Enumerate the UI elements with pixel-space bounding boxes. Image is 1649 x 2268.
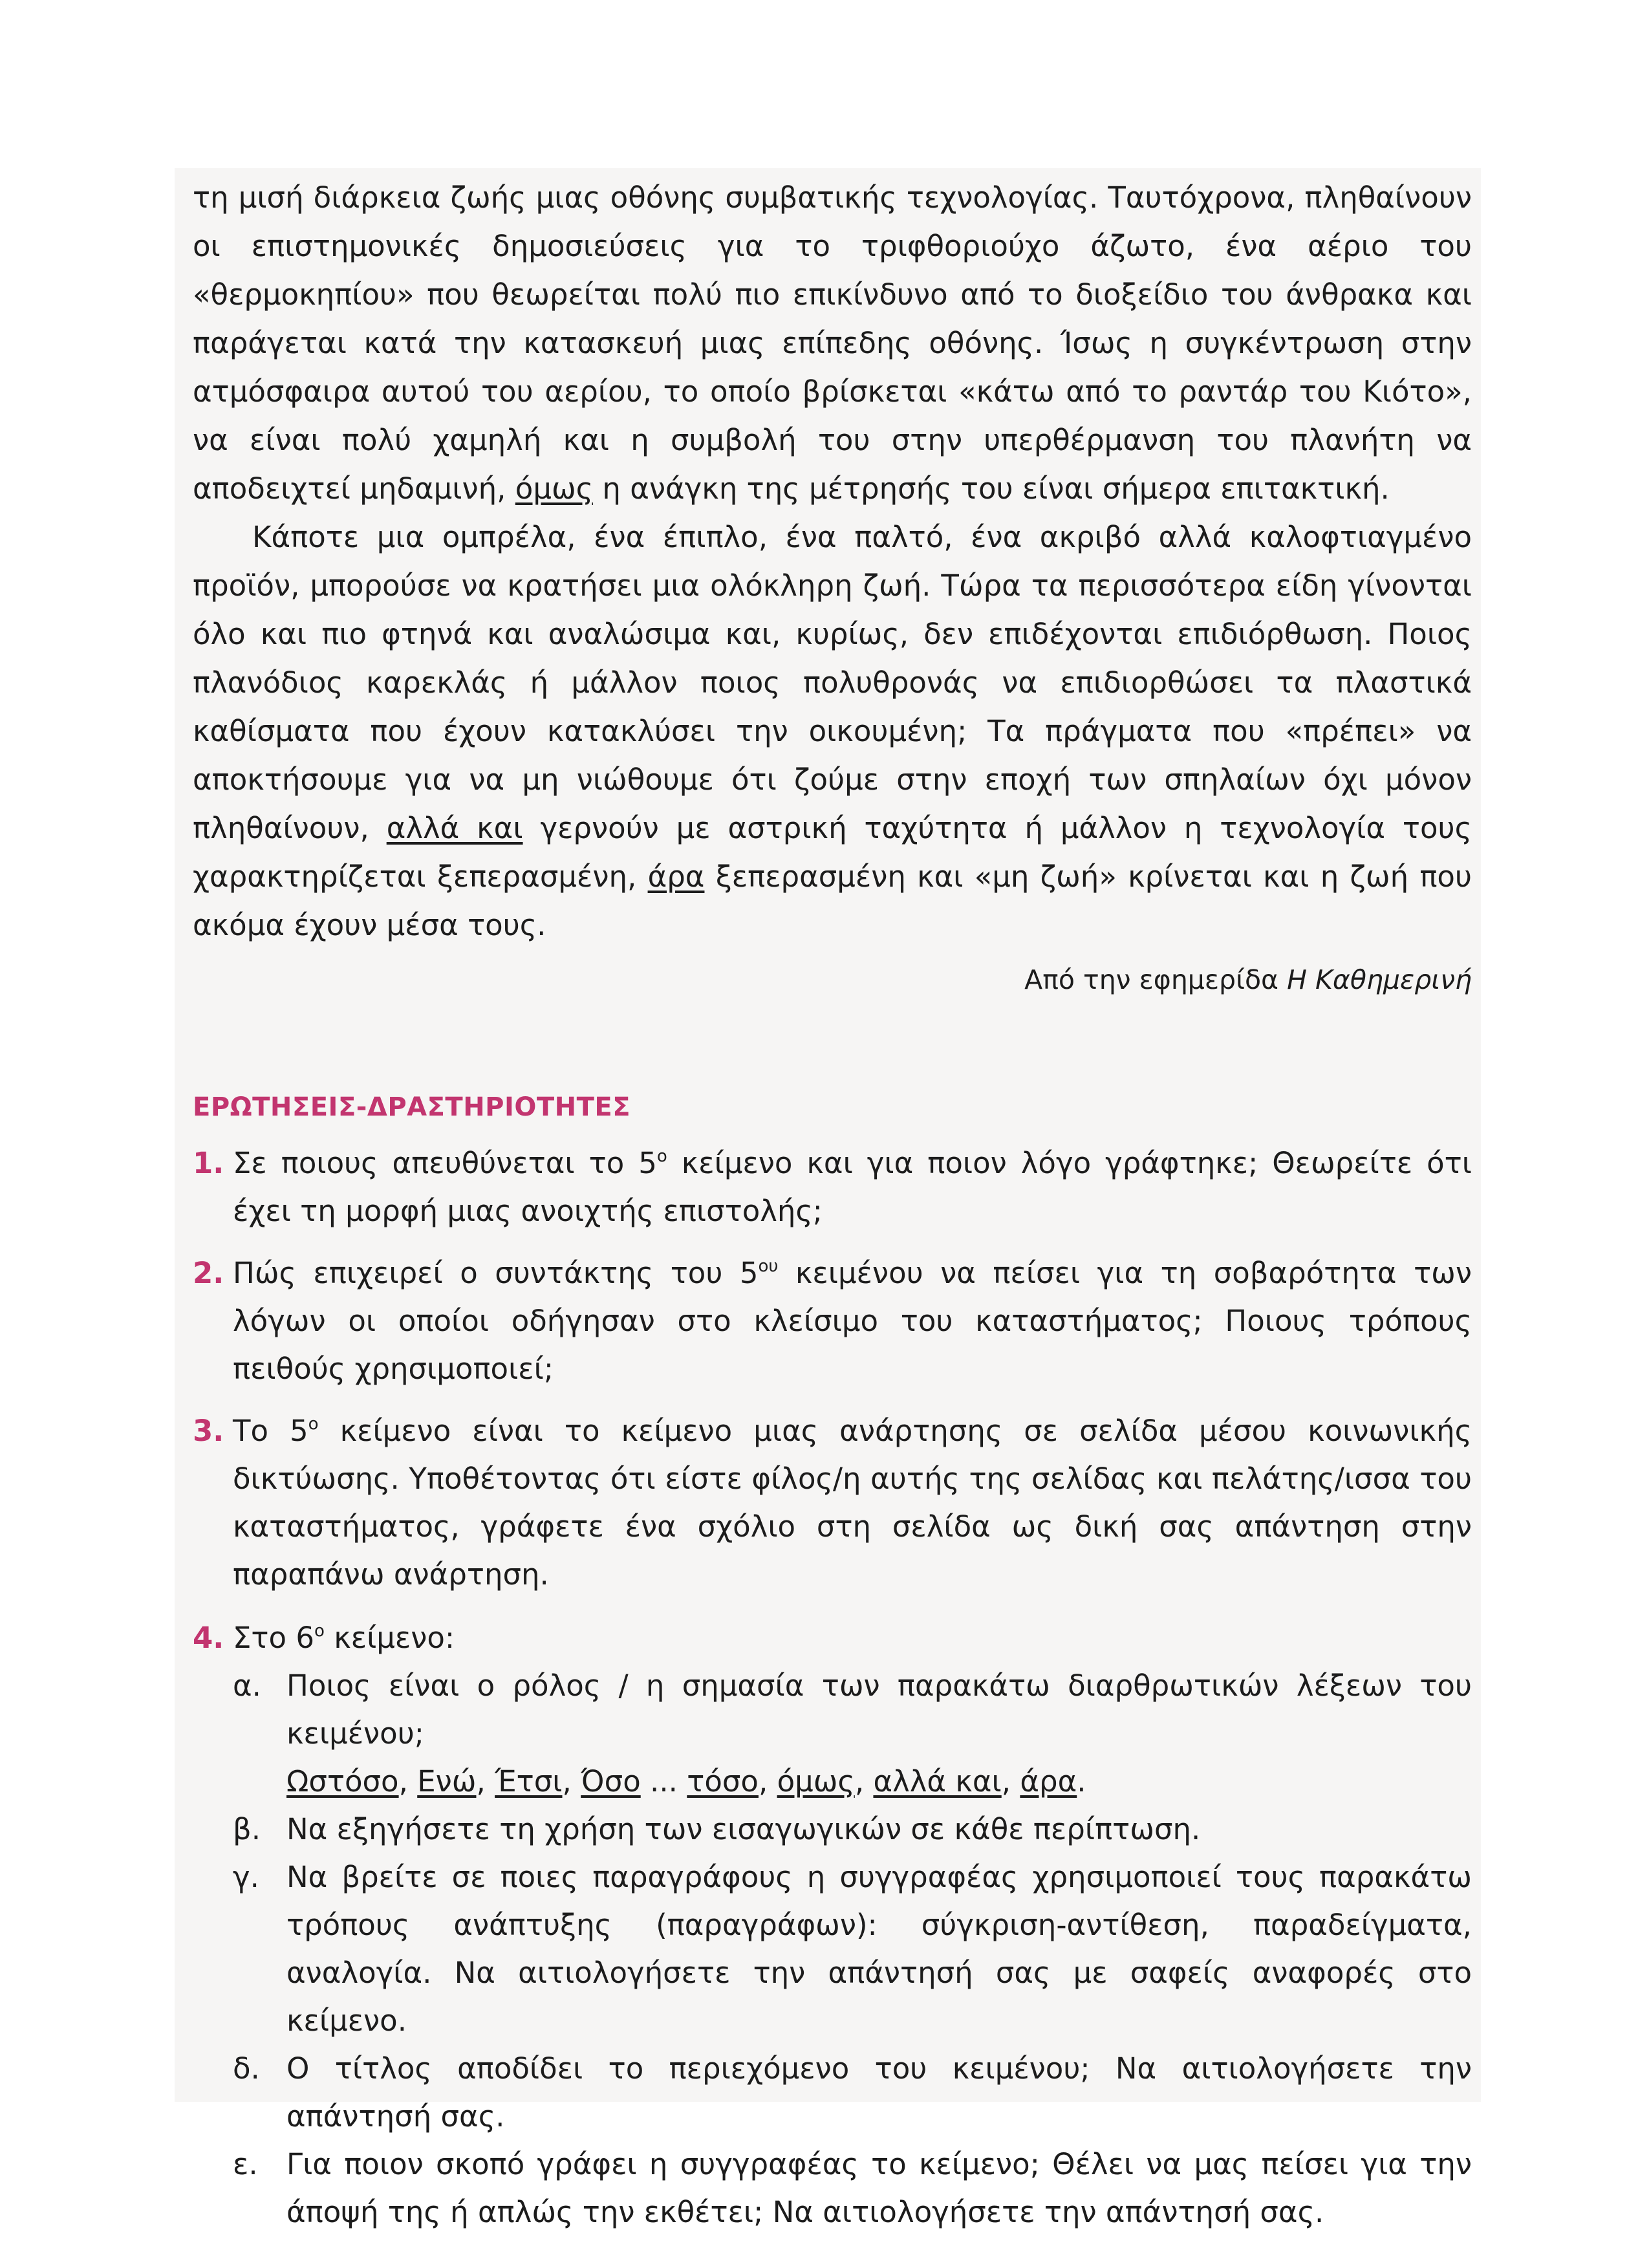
sub-question-c [193,1853,1472,2045]
separator: , [854,1764,874,1798]
final-period: . [1077,1764,1086,1798]
separator: , [398,1764,418,1798]
sub-question-text: Ο τίτλος αποδίδει το περιεχόμενο του κειμένου; Να αιτιολογήσετε την απάντησή σας. [286,2051,1472,2133]
question-number: 1. [193,1146,224,1180]
separator: , [758,1764,777,1798]
sub-question-text: Να εξηγήσετε τη χρήση των εισαγωγικών σε κάθε περίπτωση. [286,1812,1201,1846]
sub-question-letter: α. [233,1669,261,1703]
question-text-a: Σε ποιους απευθύνεται το 5 [233,1146,657,1180]
paragraph-1-text-a: τη μισή διάρκεια ζωής μιας οθόνης συμβατικής τεχνολογίας. Ταυτόχρονα, πληθαίνουν οι επιστημονικές δημοσιεύσεις για το τριφθοριούχο άζωτο, ένα αέριο του «θερμοκηπίου» που θεωρείται πολύ πιο επικίνδυνο από το διοξείδιο του άνθρακα και παράγεται κατά την κατασκευή μιας επίπεδης οθόνης. Ίσως η συγκέντρωση στην ατμόσφαιρα αυτού του αερίου, το οποίο βρίσκεται «κάτω από το ραντάρ του Κιότο», να είναι πολύ χαμηλή και η συμβολή του στην υπερθέρμανση του πλανήτη να αποδειχτεί μηδαμινή, [193,180,1472,506]
ordinal-superscript: ο [314,1621,325,1641]
connective-word: Ενώ [417,1764,477,1798]
connective-word: όμως [777,1764,855,1798]
ordinal-superscript: ου [758,1257,779,1276]
paragraph-1 [193,173,1472,513]
sub-question-text: Να βρείτε σε ποιες παραγράφους η συγγραφέας χρησιμοποιεί τους παρακάτω τρόπους ανάπτυξης (παραγράφων): σύγκριση-αντίθεση, παραδείγματα, αναλογία. Να αιτιολογήσετε την απάντησή σας με σαφείς αναφορές στο κείμενο. [286,1860,1472,2038]
question-number: 2. [193,1256,224,1290]
underlined-word-ara: άρα [647,859,705,894]
sub-question-letter: β. [233,1812,261,1846]
connective-word: Έτσι [495,1764,563,1798]
ordinal-superscript: ο [656,1147,667,1166]
sub-question-a [193,1662,1472,1806]
connective-word: άρα [1020,1764,1077,1798]
sub-question-e [193,2141,1472,2236]
ellipsis-separator: ... [640,1764,687,1798]
document-body [193,173,1472,2236]
question-text-b: κείμενο είναι το κείμενο μιας ανάρτησης σε σελίδα μέσου κοινωνικής δικτύωσης. Υποθέτοντας ότι είστε φίλος/η αυτής της σελίδας και πελάτης/ισσα του καταστήματος, γράφετε ένα σχόλιο στη σελίδα ως δική σας απάντηση στην παραπάνω ανάρτηση. [233,1414,1472,1592]
question-1 [193,1139,1472,1235]
question-text-a: Στο 6 [233,1621,314,1655]
source-citation [193,957,1472,1002]
question-text-b: κείμενο και για ποιον λόγο γράφτηκε; Θεωρείτε ότι έχει τη μορφή μιας ανοιχτής επιστολής; [233,1146,1472,1228]
section-heading: ΕΡΩΤΗΣΕΙΣ-ΔΡΑΣΤΗΡΙΟΤΗΤΕΣ [193,1092,631,1122]
question-4 [193,1614,1472,1662]
connective-word: αλλά και [873,1764,1002,1798]
sub-question-d [193,2045,1472,2141]
question-2 [193,1249,1472,1393]
separator: , [562,1764,581,1798]
question-text-b: κείμενο: [324,1621,455,1655]
ordinal-superscript: ο [308,1414,319,1434]
connective-word: τόσο [687,1764,759,1798]
question-3 [193,1407,1472,1599]
sub-question-b [193,1806,1472,1853]
sub-question-letter: ε. [233,2147,258,2181]
question-text-a: Το 5 [233,1414,308,1448]
sub-question-text: Ποιος είναι ο ρόλος / η σημασία των παρακάτω διαρθρωτικών λέξεων του κειμένου; [286,1669,1472,1751]
separator: , [476,1764,495,1798]
sub-question-letter: γ. [233,1860,259,1894]
question-text-a: Πώς επιχειρεί ο συντάκτης του 5 [233,1256,759,1290]
source-newspaper-name: Η Καθημερινή [1287,964,1472,995]
sub-question-letter: δ. [233,2051,260,2086]
question-number: 4. [193,1621,224,1655]
connective-word: Ωστόσο [286,1764,399,1798]
question-number: 3. [193,1414,224,1448]
source-prefix: Από την εφημερίδα [1024,964,1279,995]
paragraph-2-text-a: Κάποτε μια ομπρέλα, ένα έπιπλο, ένα παλτό, ένα ακριβό αλλά καλοφτιαγμένο προϊόν, μπορούσε να κρατήσει μια ολόκληρη ζωή. Τώρα τα περισσότερα είδη γίνονται όλο και πιο φτηνά και αναλώσιμα και, κυρίως, δεν επιδέχονται επιδιόρθωση. Ποιος πλανόδιος καρεκλάς ή μάλλον ποιος πολυθρονάς να επιδιορθώσει τα πλαστικά καθίσματα που έχουν κατακλύσει την οικουμένη; Τα πράγματα που «πρέπει» να αποκτήσουμε για να μη νιώθουμε ότι ζούμε στην εποχή των σπηλαίων όχι μόνον πληθαίνουν, [193,520,1472,845]
paragraph-2-text-c: ξεπερασμένη και «μη ζωή» κρίνεται και η ζωή που ακόμα έχουν μέσα τους. [193,859,1472,942]
underlined-word-omos: όμως [515,471,594,506]
question-text-b: κειμένου να πείσει για τη σοβαρότητα των λόγων οι οποίοι οδήγησαν στο κλείσιμο του καταστήματος; Ποιους τρόπους πειθούς χρησιμοποιεί; [233,1256,1472,1386]
paragraph-2-text-b: γερνούν με αστρική ταχύτητα ή μάλλον η τεχνολογία τους χαρακτηρίζεται ξεπερασμένη, [193,811,1472,894]
connective-word: Όσο [581,1764,641,1798]
separator: , [1001,1764,1020,1798]
underlined-words-alla-kai: αλλά και [386,811,523,845]
paragraph-2 [193,513,1472,949]
sub-question-text: Για ποιον σκοπό γράφει η συγγραφέας το κείμενο; Θέλει να μας πείσει για την άποψή της ή απλώς την εκθέτει; Να αιτιολογήσετε την απάντησή σας. [286,2147,1472,2229]
paragraph-1-text-b: η ανάγκη της μέτρησής του είναι σήμερα επιτακτική. [602,471,1390,506]
